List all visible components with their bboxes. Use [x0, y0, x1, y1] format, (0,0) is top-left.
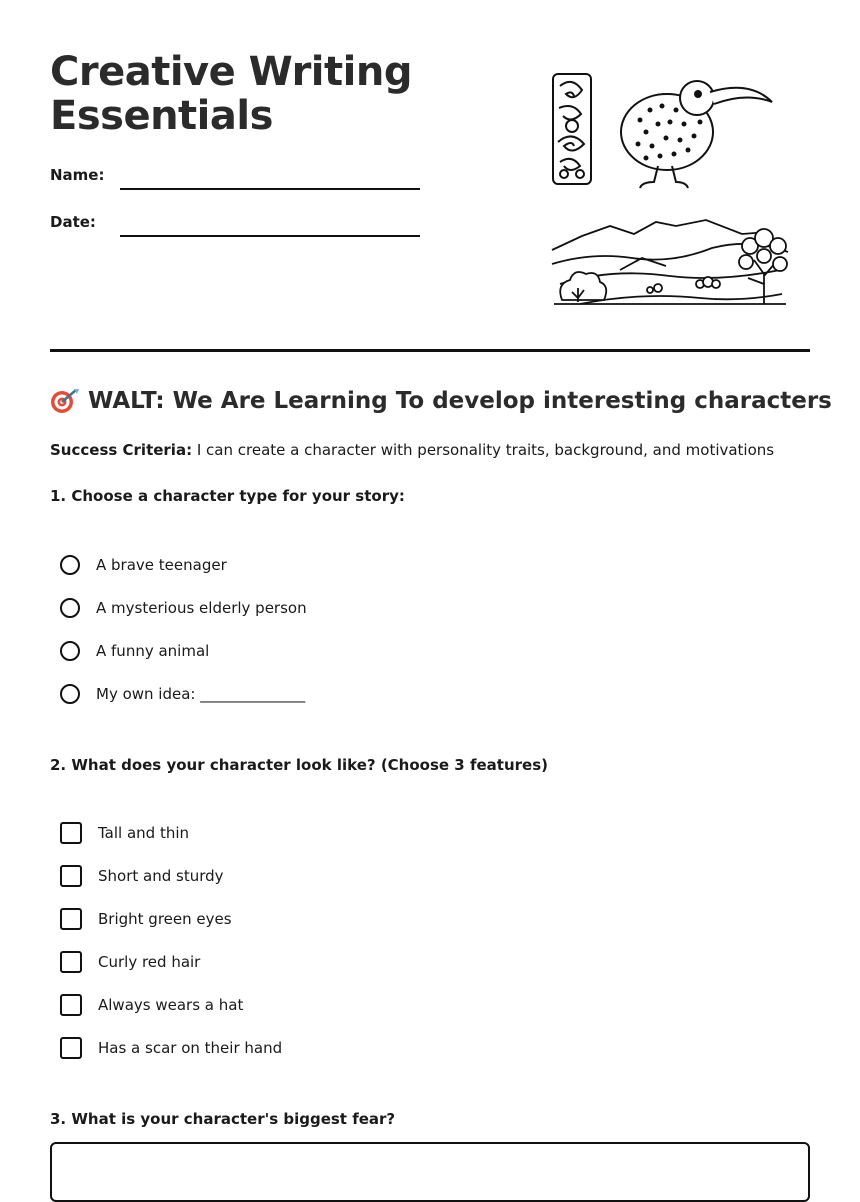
checkbox-option[interactable] — [60, 854, 282, 897]
checkbox[interactable] — [60, 865, 82, 887]
checkbox-option[interactable] — [60, 811, 282, 854]
radio-button[interactable] — [60, 598, 80, 618]
option-label: My own idea: ______________ — [96, 684, 306, 703]
option-label: A funny animal — [96, 641, 210, 660]
mountain-landscape-icon — [552, 220, 788, 304]
question-2: 2. What does your character look like? (Choose 3 features) — [50, 756, 548, 774]
kiwi-bird-icon — [621, 81, 772, 188]
radio-option[interactable] — [60, 672, 307, 715]
radio-option[interactable] — [60, 629, 307, 672]
illustrations — [550, 70, 790, 310]
success-criteria-text: I can create a character with personality traits, background, and motivations — [196, 441, 775, 459]
worksheet-header — [50, 0, 810, 352]
date-field[interactable] — [50, 213, 420, 243]
checkbox-option[interactable] — [60, 1026, 282, 1069]
checkbox-option[interactable] — [60, 983, 282, 1026]
option-label: Short and sturdy — [98, 866, 224, 885]
checkbox-option[interactable] — [60, 940, 282, 983]
option-label: A brave teenager — [96, 555, 227, 574]
walt-heading — [50, 388, 832, 414]
option-label: Has a scar on their hand — [98, 1038, 283, 1057]
option-label: Always wears a hat — [98, 995, 244, 1014]
option-label: Tall and thin — [98, 823, 190, 842]
radio-button[interactable] — [60, 641, 80, 661]
question-1: 1. Choose a character type for your story: — [50, 487, 405, 505]
checkbox[interactable] — [60, 1037, 82, 1059]
question-3: 3. What is your character's biggest fear? — [50, 1110, 396, 1128]
header-divider — [50, 349, 810, 352]
option-label: Curly red hair — [98, 952, 201, 971]
name-label: Name: — [50, 166, 105, 184]
walt-text: WALT: We Are Learning To develop interesting characters — [88, 388, 832, 414]
name-field[interactable] — [50, 166, 420, 196]
name-line[interactable] — [120, 188, 420, 190]
worksheet — [50, 0, 832, 1128]
checkbox[interactable] — [60, 994, 82, 1016]
radio-option[interactable] — [60, 586, 307, 629]
checkbox[interactable] — [60, 951, 82, 973]
date-line[interactable] — [120, 235, 420, 237]
title-line-1: Creative Writing — [50, 49, 412, 95]
checkbox[interactable] — [60, 822, 82, 844]
page-title — [50, 50, 412, 138]
target-icon — [50, 388, 80, 414]
option-label: A mysterious elderly person — [96, 598, 307, 617]
radio-option[interactable] — [60, 543, 307, 586]
radio-button[interactable] — [60, 684, 80, 704]
title-line-2: Essentials — [50, 93, 273, 139]
carved-pou-icon — [553, 74, 591, 184]
date-label: Date: — [50, 213, 96, 231]
question-2-options — [60, 811, 282, 1069]
checkbox-option[interactable] — [60, 897, 282, 940]
radio-button[interactable] — [60, 555, 80, 575]
option-label: Bright green eyes — [98, 909, 232, 928]
fear-answer-box[interactable] — [50, 1142, 810, 1202]
success-criteria-label: Success Criteria: — [50, 441, 193, 459]
checkbox[interactable] — [60, 908, 82, 930]
question-1-options — [60, 543, 307, 715]
success-criteria — [50, 441, 774, 459]
